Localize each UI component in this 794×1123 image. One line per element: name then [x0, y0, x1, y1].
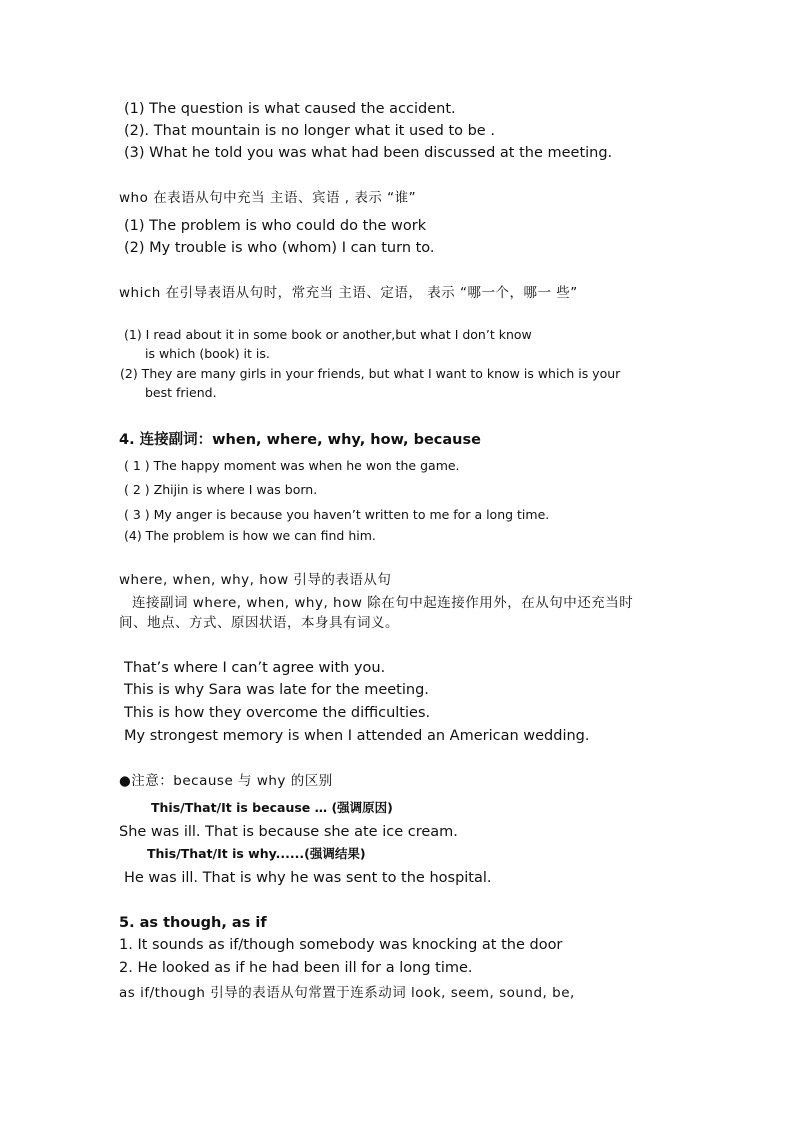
example-line: My strongest memory is when I attended an American wedding. — [124, 728, 590, 744]
where-when-heading: where, when, why, how 引导的表语从句 — [119, 572, 392, 588]
who-heading: who 在表语从句中充当 主语、宾语 , 表示 “谁” — [119, 190, 417, 206]
example-line: (2) My trouble is who (whom) I can turn to. — [124, 240, 435, 256]
pattern-line: This/That/It is why......(强调结果) — [147, 846, 366, 861]
example-line: This is how they overcome the difficulties. — [124, 705, 431, 721]
example-line: (1) The problem is who could do the work — [124, 218, 427, 234]
description-line: as if/though 引导的表语从句常置于连系动词 look, seem, sound, be, — [119, 985, 575, 1001]
example-line: That’s where I can’t agree with you. — [124, 660, 386, 676]
example-line: (2) They are many girls in your friends, but what I want to know is which is your — [120, 366, 621, 381]
example-line: (4) The problem is how we can find him. — [124, 528, 376, 543]
example-line: 2. He looked as if he had been ill for a long time. — [119, 960, 473, 976]
example-line: She was ill. That is because she ate ice cream. — [119, 824, 458, 840]
example-line: 1. It sounds as if/though somebody was knocking at the door — [119, 937, 563, 953]
section-heading: 4. 连接副词：when, where, why, how, because — [119, 432, 481, 448]
pattern-line: This/That/It is because … (强调原因) — [151, 800, 393, 815]
example-line: is which (book) it is. — [145, 346, 270, 361]
section-heading: 5. as though, as if — [119, 915, 267, 931]
example-line: ( 1 ) The happy moment was when he won the game. — [124, 458, 460, 473]
example-line: best friend. — [145, 385, 217, 400]
description-line: 间、地点、方式、原因状语，本身具有词义。 — [119, 615, 399, 631]
example-line: (2). That mountain is no longer what it used to be . — [124, 123, 495, 139]
example-line: ( 3 ) My anger is because you haven’t written to me for a long time. — [124, 507, 550, 522]
example-line: This is why Sara was late for the meeting. — [124, 682, 429, 698]
which-heading: which 在引导表语从句时，常充当 主语、定语， 表示 “哪一个，哪一 些” — [119, 285, 578, 301]
example-line: He was ill. That is why he was sent to the hospital. — [124, 870, 492, 886]
note-heading: ●注意：because 与 why 的区别 — [119, 773, 333, 789]
example-line: (3) What he told you was what had been discussed at the meeting. — [124, 145, 613, 161]
example-line: ( 2 ) Zhijin is where I was born. — [124, 482, 318, 497]
example-line: (1) I read about it in some book or another,but what I don’t know — [124, 327, 532, 342]
description-line: 连接副词 where, when, why, how 除在句中起连接作用外，在从句中还充当时 — [132, 595, 634, 611]
example-line: (1) The question is what caused the accident. — [124, 101, 456, 117]
